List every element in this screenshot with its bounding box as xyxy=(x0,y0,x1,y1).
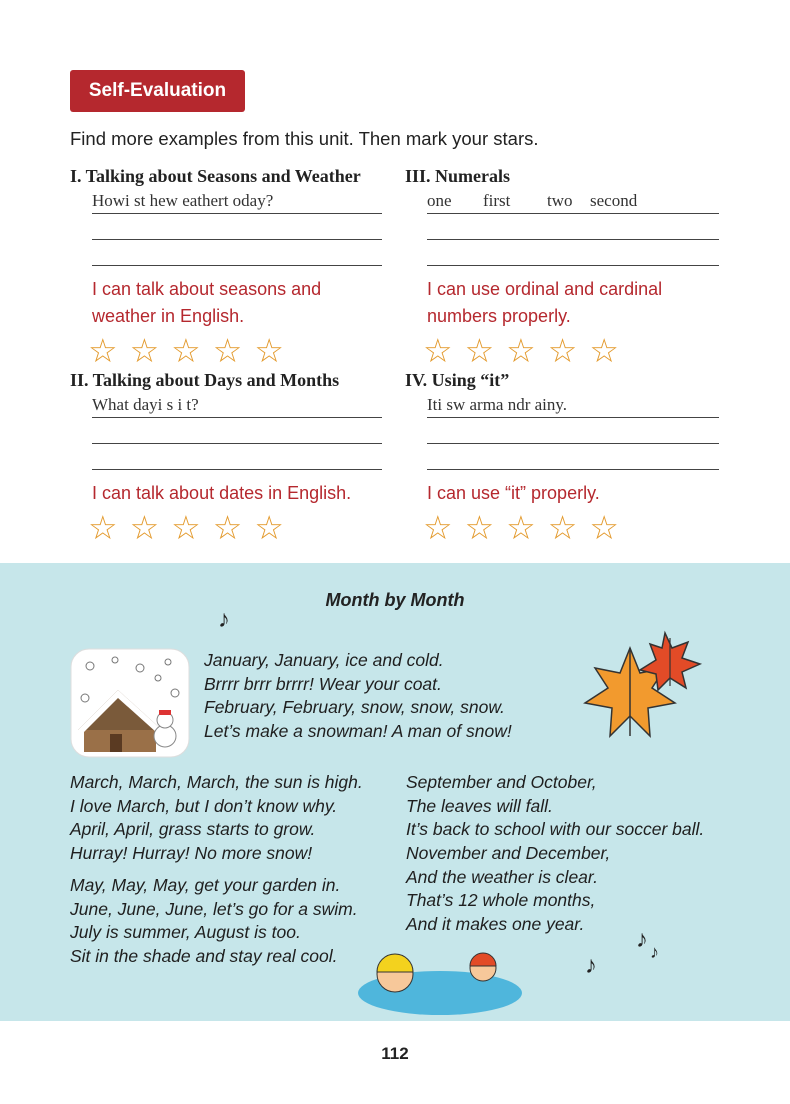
answer-line xyxy=(92,418,382,444)
instructions: Find more examples from this unit. Then mark your stars. xyxy=(70,128,539,149)
section-title: III. Numerals xyxy=(405,166,511,186)
music-note-icon: ♪ xyxy=(585,952,597,979)
section-using-it xyxy=(405,370,725,547)
can-do-statement: I can talk about seasons and weather in English. xyxy=(92,279,322,326)
page-number: 112 xyxy=(381,1044,409,1063)
poem-stanza-4: September and October, The leaves will fall. It’s back to school with our soccer ball. November and December, And the weather is clear. That’s 12 whole months, And it makes one year. xyxy=(406,772,705,935)
poem-title: Month by Month xyxy=(325,590,465,610)
star-rating[interactable]: ☆☆☆☆☆ xyxy=(423,509,631,546)
section-seasons-weather xyxy=(70,166,390,370)
music-note-icon: ♪ xyxy=(218,606,230,633)
winter-house-illustration xyxy=(70,648,190,758)
answer-line xyxy=(427,418,719,444)
section-title: I. Talking about Seasons and Weather xyxy=(70,166,361,186)
example-answer: What dayi s i t? xyxy=(92,393,382,418)
self-evaluation-badge: Self-Evaluation xyxy=(70,70,245,112)
answer-line xyxy=(427,214,719,240)
answer-line xyxy=(92,214,382,240)
section-title: IV. Using “it” xyxy=(405,370,510,390)
star-rating[interactable]: ☆☆☆☆☆ xyxy=(88,332,296,369)
answer-line xyxy=(92,240,382,266)
example-answer: one first two second xyxy=(427,189,719,214)
section-days-months xyxy=(70,370,390,547)
poem-stanza-1: January, January, ice and cold. Brrrr brrr brrrr! Wear your coat. February, February, snow, snow, snow. Let’s make a snowman! A man of snow! xyxy=(204,650,512,742)
answer-line xyxy=(427,240,719,266)
example-answer: Howi st hew eathert oday? xyxy=(92,189,382,214)
can-do-statement: I can use ordinal and cardinal numbers properly. xyxy=(427,279,663,326)
answer-line xyxy=(92,444,382,470)
music-note-icon: ♪ xyxy=(636,926,648,953)
poem-stanza-3: May, May, May, get your garden in. June, June, June, let’s go for a swim. July is summer, August is too. Sit in the shade and stay real cool. xyxy=(70,875,358,967)
example-answer: Iti sw arma ndr ainy. xyxy=(427,393,719,418)
star-rating[interactable]: ☆☆☆☆☆ xyxy=(88,509,296,546)
swimmers-illustration xyxy=(355,938,525,1020)
music-note-icon: ♪ xyxy=(650,942,659,962)
star-rating[interactable]: ☆☆☆☆☆ xyxy=(423,332,631,369)
can-do-statement: I can talk about dates in English. xyxy=(92,483,352,503)
poem-stanza-2: March, March, March, the sun is high. I love March, but I don’t know why. April, April, grass starts to grow. Hurray! Hurray! No more snow! xyxy=(70,772,363,864)
section-title: II. Talking about Days and Months xyxy=(70,370,340,390)
section-numerals xyxy=(405,166,725,370)
answer-line xyxy=(427,444,719,470)
can-do-statement: I can use “it” properly. xyxy=(427,483,600,503)
autumn-leaves-illustration xyxy=(560,628,710,743)
